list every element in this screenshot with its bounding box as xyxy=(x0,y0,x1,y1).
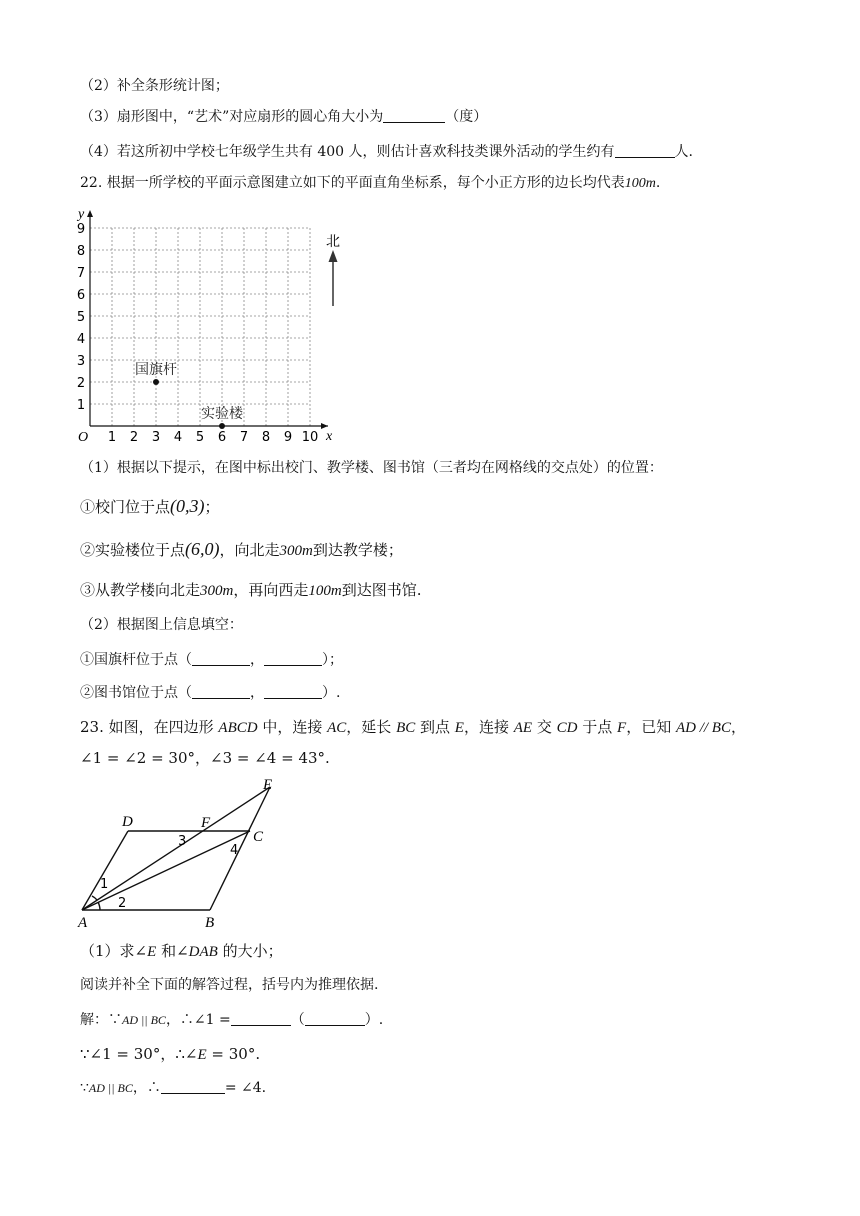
x-tick-labels xyxy=(108,430,318,445)
answer-blank[interactable] xyxy=(615,143,675,158)
q23-stem: 23. 如图，在四边形 ABCD 中，连接 AC，延长 BC 到点 E，连接 AE 交 CD 于点 F，已知 AD // BC， xyxy=(80,718,746,736)
answer-blank[interactable] xyxy=(192,651,250,666)
origin-label: O xyxy=(78,430,89,445)
x-tick-label: 5 xyxy=(195,430,205,445)
solution-step-1: 解：∵AD || BC，∴∠1 = （ ）. xyxy=(80,1012,384,1028)
marked-points xyxy=(135,361,244,429)
answer-blank[interactable] xyxy=(231,1011,291,1026)
y-tick-label: 8 xyxy=(76,244,86,259)
y-tick-labels xyxy=(77,222,85,413)
segment-AC xyxy=(82,831,250,910)
vertex-D: D xyxy=(122,814,133,830)
q23-quadrilateral-figure xyxy=(70,775,290,935)
solution-step-3: ∵AD || BC，∴ = ∠4. xyxy=(80,1080,267,1096)
answer-blank[interactable] xyxy=(305,1011,365,1026)
vertex-B: B xyxy=(205,915,215,931)
q22-coordinate-grid xyxy=(70,200,370,448)
y-tick-label: 9 xyxy=(76,222,86,237)
angle-3-label: 3 xyxy=(178,834,187,849)
vertex-F: F xyxy=(201,815,211,831)
point-label: 实验楼 xyxy=(201,406,243,422)
y-tick-label: 3 xyxy=(76,354,86,369)
segment-AE xyxy=(82,787,270,910)
point-label: 国旗杆 xyxy=(135,362,177,378)
x-tick-label: 2 xyxy=(129,430,139,445)
angle-4-label: 4 xyxy=(230,843,239,858)
q22-part1: （1）根据以下提示，在图中标出校门、教学楼、图书馆（三者均在网格线的交点处）的位置： xyxy=(80,460,663,476)
angle-2-label: 2 xyxy=(118,896,127,911)
x-tick-label: 8 xyxy=(261,430,271,445)
segment-BE xyxy=(210,787,270,910)
hint-2: ②实验楼位于点(6,0)，向北走300m到达教学楼； xyxy=(80,539,403,559)
x-axis-label: x xyxy=(326,429,333,444)
y-tick-label: 4 xyxy=(76,332,86,347)
q22-part2: （2）根据图上信息填空： xyxy=(80,617,243,633)
q21-part4: （4）若这所初中学校七年级学生共有 400 人，则估计喜欢科技类课外活动的学生约有 人. xyxy=(80,144,693,160)
hint-1: ①校门位于点(0,3)； xyxy=(80,496,220,516)
answer-blank[interactable] xyxy=(264,651,322,666)
hint-3: ③从教学楼向北走300m，再向西走100m到达图书馆. xyxy=(80,581,422,599)
q23-part1: （1）求∠E 和∠DAB 的大小； xyxy=(80,942,283,960)
x-tick-label: 3 xyxy=(151,430,161,445)
fill-library: ②图书馆位于点（ ， ）. xyxy=(80,685,341,701)
y-tick-label: 2 xyxy=(76,376,86,391)
axes xyxy=(90,214,328,426)
x-tick-label: 4 xyxy=(173,430,183,445)
x-tick-label: 9 xyxy=(283,430,293,445)
q23-conditions: ∠1 = ∠2 = 30°，∠3 = ∠4 = 43°. xyxy=(80,749,330,767)
answer-blank[interactable] xyxy=(192,684,250,699)
angle-1-label: 1 xyxy=(100,877,109,892)
y-axis-arrow xyxy=(87,210,93,217)
x-tick-label: 1 xyxy=(107,430,117,445)
y-tick-label: 1 xyxy=(76,398,86,413)
vertex-E: E xyxy=(263,777,273,793)
x-tick-label: 7 xyxy=(239,430,249,445)
q21-part2: （2）补全条形统计图； xyxy=(80,78,229,94)
angle-1-arc xyxy=(92,896,97,900)
north-label: 北 xyxy=(326,234,340,250)
y-axis-label: y xyxy=(78,207,85,222)
y-tick-label: 5 xyxy=(76,310,86,325)
angle-2-arc xyxy=(98,902,100,910)
x-tick-label: 10 xyxy=(301,430,319,445)
q21-part3: （3）扇形图中，“艺术”对应扇形的圆心角大小为 （度） xyxy=(80,109,488,125)
answer-blank[interactable] xyxy=(264,684,322,699)
vertex-C: C xyxy=(253,829,264,845)
x-tick-label: 6 xyxy=(217,430,227,445)
fill-flagpole: ①国旗杆位于点（ ， ）； xyxy=(80,652,343,668)
point-marker xyxy=(153,379,159,385)
north-arrow xyxy=(326,234,340,306)
grid-lines xyxy=(90,228,310,426)
vertex-A: A xyxy=(78,915,88,931)
q23-instruction: 阅读并补全下面的解答过程，括号内为推理依据. xyxy=(80,977,379,993)
q22-stem: 22. 根据一所学校的平面示意图建立如下的平面直角坐标系，每个小正方形的边长均代表100m. xyxy=(80,175,661,191)
point-marker xyxy=(219,423,225,429)
y-tick-label: 7 xyxy=(76,266,86,281)
answer-blank[interactable] xyxy=(161,1079,225,1094)
answer-blank[interactable] xyxy=(383,108,445,123)
y-tick-label: 6 xyxy=(76,288,86,303)
solution-step-2: ∵∠1 = 30°，∴∠E = 30°. xyxy=(80,1045,261,1063)
